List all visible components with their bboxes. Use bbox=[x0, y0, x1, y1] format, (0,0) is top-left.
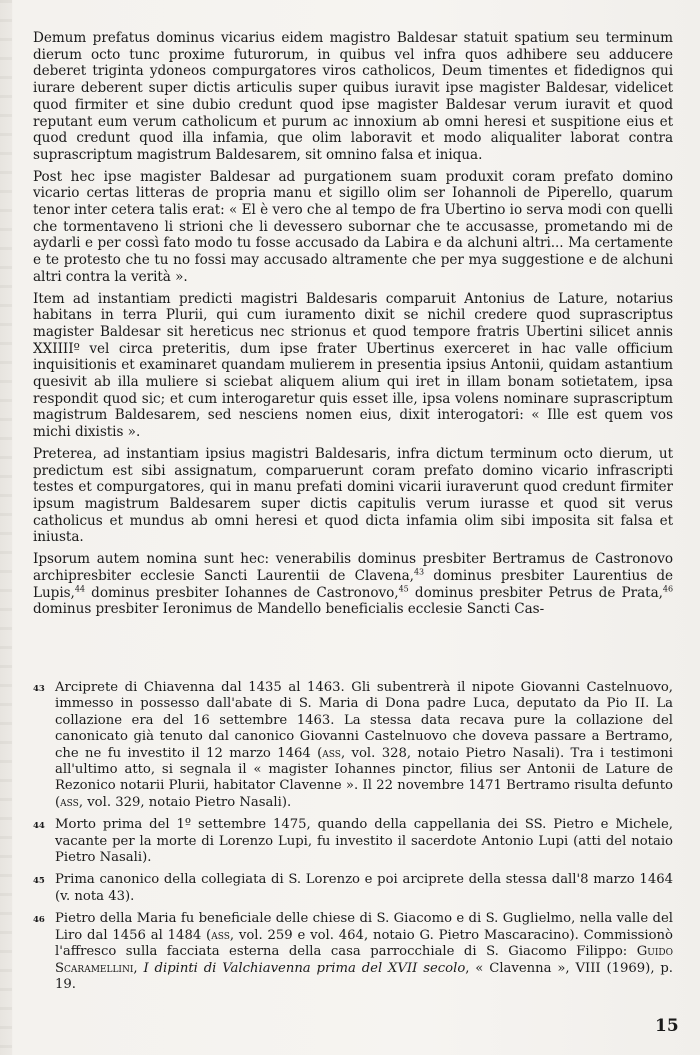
text-segment: dominus presbiter Laurentius de Lupis, bbox=[33, 567, 674, 601]
text-segment: Pietro della Maria fu beneficiale delle chiese di S. Giacomo e di S. Guglielmo, nella valle del Liro dal 1456 al 1484 ( bbox=[55, 911, 673, 943]
text-segment: Ipsorum autem nomina sunt hec: venerabilis dominus presbiter Bertramus de Castronovo archipresbiter ecclesie Sancti Laurentii de Clavena, bbox=[33, 551, 673, 584]
paragraph-with-references bbox=[33, 551, 673, 618]
footnotes bbox=[33, 680, 673, 999]
paragraph: Preterea, ad instantiam ipsius magistri Baldesaris, infra dictum terminum octo dierum, ut predictum est sibi assignatum, comparuerunt coram prefato domino vicario infrascripti testes et compurgatores, qui in manu prefati domini vicarii iuraverunt quod credunt firmiter ipsum magistrum Baldesarem super dictis capitulis verum iurasse et quod sit verus catholicus et mundus ab omni heresi et quod dicta infamia olim sibi imposita sit falsa et iniusta. bbox=[33, 445, 673, 546]
text-segment: , vol. 259 e vol. 464, notaio G. Pietro Mascaracino). Commissionò l'affresco sulla facciata esterna della casa parrocchiale di S. Giacomo Filippo: bbox=[55, 927, 673, 960]
footnote-number: 43 bbox=[33, 684, 45, 694]
text-segment: dominus presbiter Ieronimus de Mandello beneficialis ecclesie Sancti Cas- bbox=[33, 601, 545, 618]
archive-abbreviation: ass bbox=[322, 745, 341, 761]
footnote-number: 45 bbox=[33, 876, 45, 887]
archive-abbreviation: ass bbox=[211, 927, 230, 943]
citation-title: I dipinti di Valchiavenna prima del XVII secolo bbox=[143, 960, 466, 976]
text-segment: , « Clavenna », VIII (1969), p. 19. bbox=[55, 960, 673, 992]
footnote-44 bbox=[33, 817, 673, 866]
main-text-body bbox=[33, 30, 673, 623]
footnote-reference[interactable]: 43 bbox=[413, 567, 425, 577]
footnote-reference[interactable]: 44 bbox=[74, 583, 85, 593]
text-segment: , vol. 328, notaio Pietro Nasali). Tra i testimoni all'ultimo atto, si segnala il « magister Iohannes pinctor, filius ser Antonii de Lature de Rezonico notarii Plurii, habitator Clavenne ». Il 22 novembre 1471 Bertramo risulta defunto ( bbox=[55, 745, 673, 810]
footnote-text bbox=[55, 680, 673, 811]
text-segment: dominus presbiter Petrus de Prata, bbox=[408, 584, 663, 601]
footnote-reference[interactable]: 46 bbox=[662, 583, 673, 593]
text-segment: dominus presbiter Iohannes de Castronovo, bbox=[84, 584, 399, 601]
text-segment: , bbox=[133, 960, 144, 976]
paragraph: Demum prefatus dominus vicarius eidem magistro Baldesar statuit spatium seu terminum dierum octo tunc proxime futurorum, in quibus vel infra quos adhibere seu adducere deberet triginta ydoneos compurgatores viros catholicos, Deum timentes et fidedignos qui iurare deberent super dictis articulis super quibus iuravit ipse magister Baldesar, videlicet quod firmiter et sine dubio credunt quod ipse magister Baldesar verum iuravit et quod reputant eum verum catholicum et purum ac innoxium ab omni heresi et suspitione eius et quod credunt quod illa infamia, que olim laboravit et modo aliqualiter laborat contra suprascriptum magistrum Baldesarem, sit omnino falsa et iniqua. bbox=[33, 30, 673, 163]
footnote-text bbox=[55, 911, 673, 993]
paragraph: Post hec ipse magister Baldesar ad purgationem suam produxit coram prefato domino vicario certas litteras de propria manu et sigillo olim ser Iohannoli de Piperello, quarum tenor inter cetera talis erat: « El è vero che al tempo de fra Ubertino io serva modi con quelli che tormentaveno li strioni che li devessero subornar che te accusasse, prometando mi de aydarli e per cossì fato modo tu fosse accusado da Labira e da alchuni altri... Ma certamente e te protesto che tu no fossi may accusado altramente che per mya suggestione e de alchuni altri contra la verità ». bbox=[33, 168, 673, 285]
footnote-text: Prima canonico della collegiata di S. Lorenzo e poi arciprete della stessa dall'8 marzo 1464 (v. nota 43). bbox=[55, 872, 673, 904]
page-edge-shadow bbox=[0, 0, 12, 1055]
text-segment: , vol. 329, notaio Pietro Nasali). bbox=[78, 794, 292, 810]
footnote-43 bbox=[33, 680, 673, 811]
footnote-number: 44 bbox=[33, 821, 45, 832]
text-segment: Arciprete di Chiavenna dal 1435 al 1463. Gli subentrerà il nipote Giovanni Castelnuovo, immesso in possesso dall'abate di S. Maria di Dona padre Luca, deputato da Pio II. La collazione era del 16 settembre 1463. La stessa data recava pure la collazione del canonicato già tenuto dal canonico Giovanni Castelnuovo che doveva passare a Bertramo, che ne fu investito il 12 marzo 1464 ( bbox=[55, 680, 673, 761]
page-number: 15 bbox=[655, 1016, 679, 1036]
archive-abbreviation: ass bbox=[60, 794, 79, 810]
paragraph: Item ad instantiam predicti magistri Baldesaris comparuit Antonius de Lature, notarius habitans in terra Plurii, qui cum iuramento dixit se nichil credere quod suprascriptus magister Baldesar sit hereticus nec strionus et quod tempore fratris Ubertini silicet annis XXIIIIº vel circa preteritis, dum ipse frater Ubertinus exerceret in hac valle officium inquisitionis et examinaret quandam mulierem in presentia ipsius Antonii, quidam astantium quesivit ab illa muliere si sciebat aliquem alium qui iret in illam bonam sotietatem, ipsa respondit quod sic; et cum interogaretur quis esset ille, ipsa volens nominare suprascriptum magistrum Baldesarem, sed nesciens nomen eius, dixit interogatori: « Ille est quem vos michi dixistis ». bbox=[33, 290, 673, 441]
citation-author: Guido Scaramellini bbox=[55, 944, 673, 976]
footnote-reference[interactable]: 45 bbox=[398, 583, 409, 593]
footnote-number: 46 bbox=[33, 915, 45, 926]
footnote-46 bbox=[33, 911, 673, 993]
footnote-text: Morto prima del 1º settembre 1475, quando della cappellania dei SS. Pietro e Michele, vacante per la morte di Lorenzo Lupi, fu investito il sacerdote Antonio Lupi (atti del notaio Pietro Nasali). bbox=[55, 817, 673, 866]
footnote-45 bbox=[33, 872, 673, 905]
